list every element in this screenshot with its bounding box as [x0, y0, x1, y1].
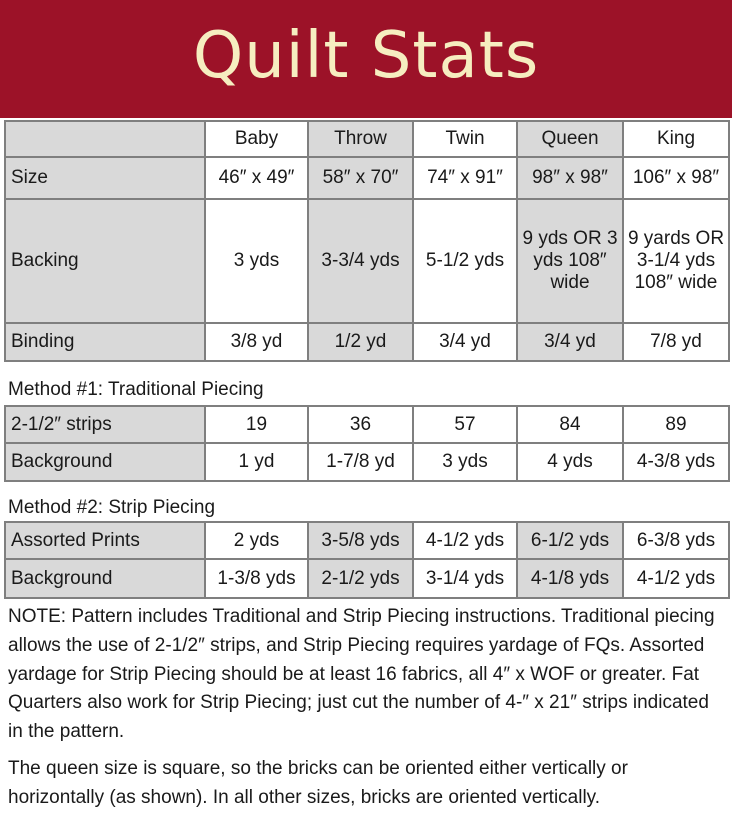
table-cell: 4 yds: [517, 443, 623, 481]
row-label-size: Size: [5, 157, 205, 199]
row-label-assorted-prints: Assorted Prints: [5, 522, 205, 559]
method1-table: [4, 405, 730, 482]
table-cell: 36: [308, 406, 413, 443]
table-cell: 3-1/4 yds: [413, 559, 517, 598]
table-cell: 6-1/2 yds: [517, 522, 623, 559]
row-label-binding: Binding: [5, 323, 205, 361]
table-cell: 3/4 yd: [413, 323, 517, 361]
table-cell: 7/8 yd: [623, 323, 729, 361]
table-cell: 4-1/2 yds: [623, 559, 729, 598]
table-cell: 3 yds: [205, 199, 308, 323]
table-cell: 3-3/4 yds: [308, 199, 413, 323]
table-cell: 5-1/2 yds: [413, 199, 517, 323]
table-cell: 57: [413, 406, 517, 443]
header-throw: Throw: [308, 121, 413, 157]
row-label-background: Background: [5, 443, 205, 481]
table-cell: 74″ x 91″: [413, 157, 517, 199]
notes: [8, 603, 726, 813]
header-queen: Queen: [517, 121, 623, 157]
method1-title: Method #1: Traditional Piecing: [8, 379, 264, 400]
note-paragraph: NOTE: Pattern includes Traditional and Strip Piecing instructions. Traditional piecing allows the use of 2-1/2″ strips, and Strip Piecing requires yardage of FQs. Assorted yardage for Strip Piecing should be at least 16 fabrics, all 4″ x WOF or greater. Fat Quarters also work for Strip Piecing; just cut the number of 4-″ x 21″ strips indicated in the pattern.: [8, 606, 715, 743]
method2-title: Method #2: Strip Piecing: [8, 497, 216, 518]
page-title: Quilt Stats: [192, 19, 540, 93]
table-cell: 2 yds: [205, 522, 308, 559]
table-cell: 89: [623, 406, 729, 443]
table-cell: 4-1/2 yds: [413, 522, 517, 559]
header-corner-cell: [5, 121, 205, 157]
table-cell: 46″ x 49″: [205, 157, 308, 199]
table-cell: 58″ x 70″: [308, 157, 413, 199]
table-cell: 6-3/8 yds: [623, 522, 729, 559]
table-cell: 2-1/2 yds: [308, 559, 413, 598]
header-king: King: [623, 121, 729, 157]
table-cell: 19: [205, 406, 308, 443]
table-cell: 4-3/8 yds: [623, 443, 729, 481]
row-label-strips: 2-1/2″ strips: [5, 406, 205, 443]
table-cell: 3 yds: [413, 443, 517, 481]
header-row: [5, 121, 729, 157]
table-cell: 1 yd: [205, 443, 308, 481]
table-row-size: [5, 157, 729, 199]
table-cell: 9 yds OR 3 yds 108″ wide: [517, 199, 623, 323]
table-cell: 3/4 yd: [517, 323, 623, 361]
table-cell: 1-3/8 yds: [205, 559, 308, 598]
header-baby: Baby: [205, 121, 308, 157]
table-cell: 1-7/8 yd: [308, 443, 413, 481]
table-row-backing: [5, 199, 729, 323]
table-row: [5, 406, 729, 443]
table-row: [5, 559, 729, 598]
title-banner: [0, 0, 732, 118]
row-label-backing: Backing: [5, 199, 205, 323]
header-twin: Twin: [413, 121, 517, 157]
table-cell: 3-5/8 yds: [308, 522, 413, 559]
method2-table: [4, 521, 730, 599]
table-row: [5, 522, 729, 559]
table-cell: 9 yards OR 3-1/4 yds 108″ wide: [623, 199, 729, 323]
table-cell: 4-1/8 yds: [517, 559, 623, 598]
table-cell: 98″ x 98″: [517, 157, 623, 199]
quilt-stats-table: [4, 120, 730, 362]
table-cell: 3/8 yd: [205, 323, 308, 361]
table-row: [5, 443, 729, 481]
table-cell: 106″ x 98″: [623, 157, 729, 199]
table-row-binding: [5, 323, 729, 361]
note-paragraph: The queen size is square, so the bricks can be oriented either vertically or horizontally (as shown). In all other sizes, bricks are oriented vertically.: [8, 757, 628, 808]
table-cell: 84: [517, 406, 623, 443]
table-cell: 1/2 yd: [308, 323, 413, 361]
row-label-background: Background: [5, 559, 205, 598]
